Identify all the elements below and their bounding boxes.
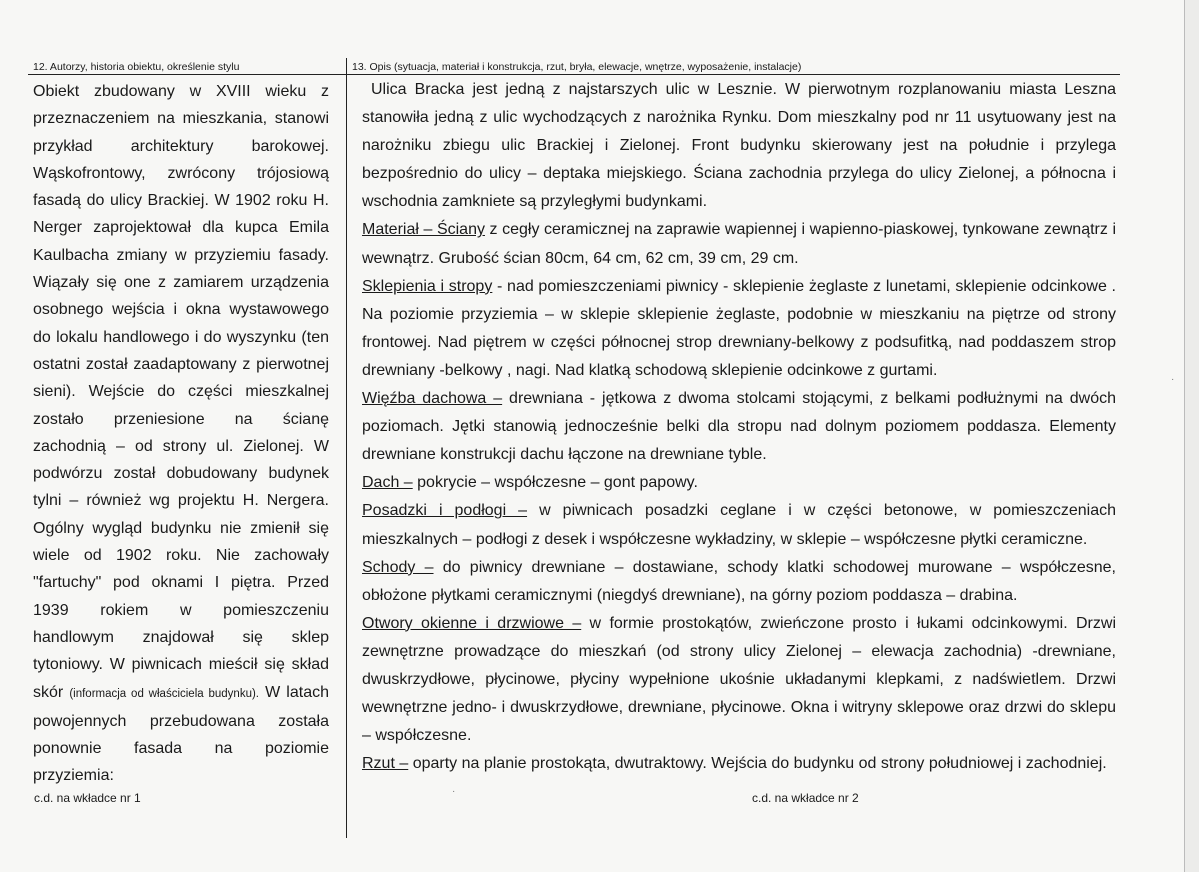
section-floors xyxy=(362,497,1116,553)
right-column-header: 13. Opis (sytuacja, materiał i konstrukcja, rzut, bryła, elewacje, wnętrze, wyposażenie, instalacje) xyxy=(352,61,802,73)
column-divider xyxy=(346,58,347,838)
section-label: Rzut – xyxy=(362,755,409,773)
section-text: z cegły ceramicznej na zaprawie wapiennej i wapienno-piaskowej, tynkowane zewnątrz i wewnątrz. Grubość ścian 80cm, 64 cm, 62 cm, 39 cm, 29 cm. xyxy=(362,221,1116,267)
header-rule xyxy=(28,74,1120,75)
section-material xyxy=(362,216,1116,272)
left-column-header: 12. Autorzy, historia obiektu, określenie stylu xyxy=(33,61,240,73)
section-text: drewniana - jętkowa z dwoma stolcami stojącymi, z belkami podłużnymi na dwóch poziomach. Jętki stanowią jednocześnie belki dla stropu nad dolnym poziomem poddasza. Elementy drewniane konstrukcji dachu łączone na drewniane tyble. xyxy=(362,390,1116,464)
section-label: Dach – xyxy=(362,474,413,492)
section-text: w piwnicach posadzki ceglane i w części betonowe, w pomieszczeniach mieszkalnych – podłogi z desek i współczesne wykładziny, w sklepie – współczesne płytki ceramiczne. xyxy=(362,502,1117,548)
scan-speck: · xyxy=(452,786,456,797)
section-plan xyxy=(362,750,1116,778)
section-vaults xyxy=(362,273,1116,385)
section-text: - nad pomieszczeniami piwnicy - sklepienie żeglaste z lunetami, sklepienie odcinkowe . Na poziomie przyziemia – w sklepie sklepienie żeglaste, podobnie w mieszkaniu na piętrze od strony frontowej. Nad piętrem w części północnej strop drewniany-belkowy z podsufitką, nad poddaszem strop drewniany -belkowy , nagi. Nad klatką schodową sklepienie odcinkowe z gurtami. xyxy=(362,277,1117,379)
right-continuation-note: c.d. na wkładce nr 2 xyxy=(752,791,859,805)
history-column xyxy=(33,78,329,790)
section-label: Otwory okienne i drzwiowe – xyxy=(362,614,582,632)
description-column xyxy=(362,76,1116,778)
history-text xyxy=(33,78,329,790)
section-text: oparty na planie prostokąta, dwutraktowy. Wejścia do budynku od strony południowej i zachodniej. xyxy=(408,755,1107,773)
section-label: Sklepienia i stropy xyxy=(362,277,493,295)
scan-speck: · xyxy=(1171,374,1175,385)
description-intro: Ulica Bracka jest jedną z najstarszych ulic w Lesznie. W pierwotnym rozplanowaniu miasta Leszna stanowiła jedną z ulic wychodzących z narożnika Rynku. Dom mieszkalny pod nr 11 usytuowany jest na narożniku zbiegu ulic Brackiej i Zielonej. Front budynku skierowany jest na południe i przylega bezpośrednio do ulicy – deptaka miejskiego. Ściana zachodnia przylega do ulicy Zielonej, a północna i wschodnia zamkniete są przyległymi budynkami. xyxy=(362,81,1116,211)
page-edge xyxy=(1184,0,1199,872)
section-text: w formie prostokątów, zwieńczone prosto i łukami odcinkowymi. Drzwi zewnętrzne prowadzące do mieszkań (od strony ulicy Zielonej – elewacja zachodnia) -drewniane, dwuskrzydłowe, płycinowe, płyciny wypełnione ukośnie układanymi klepkami, z nadświetlem. Drzwi wewnętrzne jedno- i dwuskrzydłowe, drewniane, płycinowe. Okna i witryny sklepowe oraz drzwi do sklepu – współczesne. xyxy=(362,614,1116,745)
left-continuation-note: c.d. na wkładce nr 1 xyxy=(34,791,141,805)
history-end: W latach powojennych przebudowana została ponownie fasada na poziomie przyziemia: xyxy=(33,683,329,785)
history-main: Obiekt zbudowany w XVIII wieku z przeznaczeniem na mieszkania, stanowi przykład architektury barokowej. Wąskofrontowy, zwrócony trójosiową fasadą do ulicy Brackiej. W 1902 roku H. Nerger zaprojektował dla kupca Emila Kaulbacha zmiany w przyziemiu fasady. Wiązały się one z zamiarem urządzenia osobnego wejścia i okna wystawowego do lokalu handlowego i do wyszynku (ten ostatni został zaadaptowany z pierwotnej sieni). Wejście do części mieszkalnej zostało przeniesione na ścianę zachodnią – od strony ul. Zielonej. W podwórzu został dobudowany budynek tylni – również wg projektu H. Nergera. Ogólny wygląd budynku nie zmienił się wiele od 1902 roku. Nie zachowały "fartuchy" pod oknami I piętra. Przed 1939 rokiem w pomieszczeniu handlowym znajdował się sklep tytoniowy. W piwnicach mieścił się skład skór xyxy=(33,83,329,701)
section-stairs xyxy=(362,554,1116,610)
section-label: Materiał – Ściany xyxy=(362,221,485,239)
section-label: Więźba dachowa – xyxy=(362,390,503,408)
section-openings xyxy=(362,610,1116,750)
history-source-note: (informacja od właściciela budynku). xyxy=(69,687,259,700)
section-text: do piwnicy drewniane – dostawiane, schody klatki schodowej murowane – współczesne, obłożone płytkami ceramicznymi (niegdyś drewniane), na górny poziom poddasza – drabina. xyxy=(362,558,1116,604)
section-label: Schody – xyxy=(362,558,434,576)
section-roof xyxy=(362,469,1116,497)
section-text: pokrycie – współczesne – gont papowy. xyxy=(412,474,698,492)
section-label: Posadzki i podłogi – xyxy=(362,502,528,520)
section-roof-truss xyxy=(362,385,1116,469)
